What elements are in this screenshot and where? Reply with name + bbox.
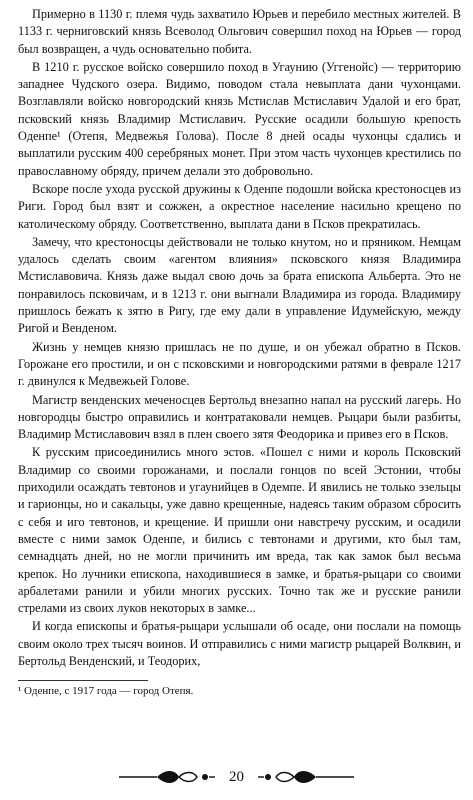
paragraph: Магистр венденских меченосцев Бертольд внезапно напал на русский лагерь. Но новгородцы быстро оправились и контратаковали немцев. Рыцари были разбиты, Владимир Мстиславович взял в плен своего зятя Феодорика и привез его в Псков. — [18, 392, 461, 442]
paragraph: В 1210 г. русское войско совершило поход в Угаунию (Уггенойс) — территорию западнее Чудского озера. Видимо, поводом стала невыплата дани чухонцами. Возглавляли войско новгородский князь Мстислав Мстиславич Удалой и его брат, псковский князь Владимир Мстиславич. Русские осадили большую крепость Оденпе¹ (Отепя, Медвежья Голова). После 8 дней осады чухонцы сдались и выплатили русским 400 серебряных монет. При этом часть чухонцев крестились по православному обряду, причем делали это добровольно. — [18, 59, 461, 178]
page-footer — [0, 768, 473, 786]
paragraph: Жизнь у немцев князю пришлась не по душе, и он убежал обратно в Псков. Горожане его простили, и он с псковскими и новгородскими ратями в феврале 1217 г. двинулся к Медвежьей Голове. — [18, 339, 461, 389]
paragraph: Замечу, что крестоносцы действовали не только кнутом, но и пряником. Немцам удалось сделать своим «агентом влияния» псковского князя Владимира Мстиславовича. Князь даже выдал свою дочь за брата епископа Альберта. Это не понравилось псковичам, и в 1213 г. они выгнали Владимира из города. Владимиру пришлось бежать к зятю в Ригу, где ему дали в управление Идумейскую, между Ригой и Венденом. — [18, 234, 461, 336]
left-ornament-icon — [117, 768, 217, 786]
paragraph: И когда епископы и братья-рыцари услышали об осаде, они послали на помощь своим около трех тысяч воинов. И отправились с ними магистр рыцарей Волквин, и Бертольд Венденский, и Теодорих, — [18, 619, 461, 668]
paragraph: К русским присоединились много эстов. «Пошел с ними и король Псковский Владимир со своими горожанами, и послали гонцов по всей Эстонии, чтобы приходили осаждать тевтонов и угаунийцев в Одемпе. И явились не только эзельцы и гарионцы, но и сакальцы, уже давно крещенные, надеясь таким образом сбросить с себя и иго тевтонов, и крещение. И пришли они навстречу русским, и осадили вместе с ними замок Оденпе, и бились с тевтонами и другими, кто был там, семнадцать дней, но не могли причинить им вреда, так как замок был весьма крепок. Но лучники епископа, находившиеся в замке, и братья-рыцари со своими арбалетами ранили и убили многих русских. Точно так же и русские ранили стрелами из своих луков некоторых в замке... — [18, 445, 461, 616]
paragraph: Вскоре после ухода русской дружины к Оденпе подошли войска крестоносцев из Риги. Город был взят и сожжен, а окрестное население насильно крещено по католическому обряду. Соответственно, выплата дани в Псков прекратилась. — [18, 181, 461, 231]
body-text — [18, 6, 461, 670]
right-ornament-icon — [256, 768, 356, 786]
footnote-divider — [18, 680, 148, 681]
footnote: ¹ Оденпе, с 1917 года — город Отепя. — [18, 685, 194, 698]
page-number: 20 — [229, 768, 244, 785]
paragraph: Примерно в 1130 г. племя чудь захватило Юрьев и перебило местных жителей. В 1133 г. черниговский князь Всеволод Ольгович совершил поход на Юрьев — город был возвращен, а чудь основательно побита. — [18, 7, 461, 56]
